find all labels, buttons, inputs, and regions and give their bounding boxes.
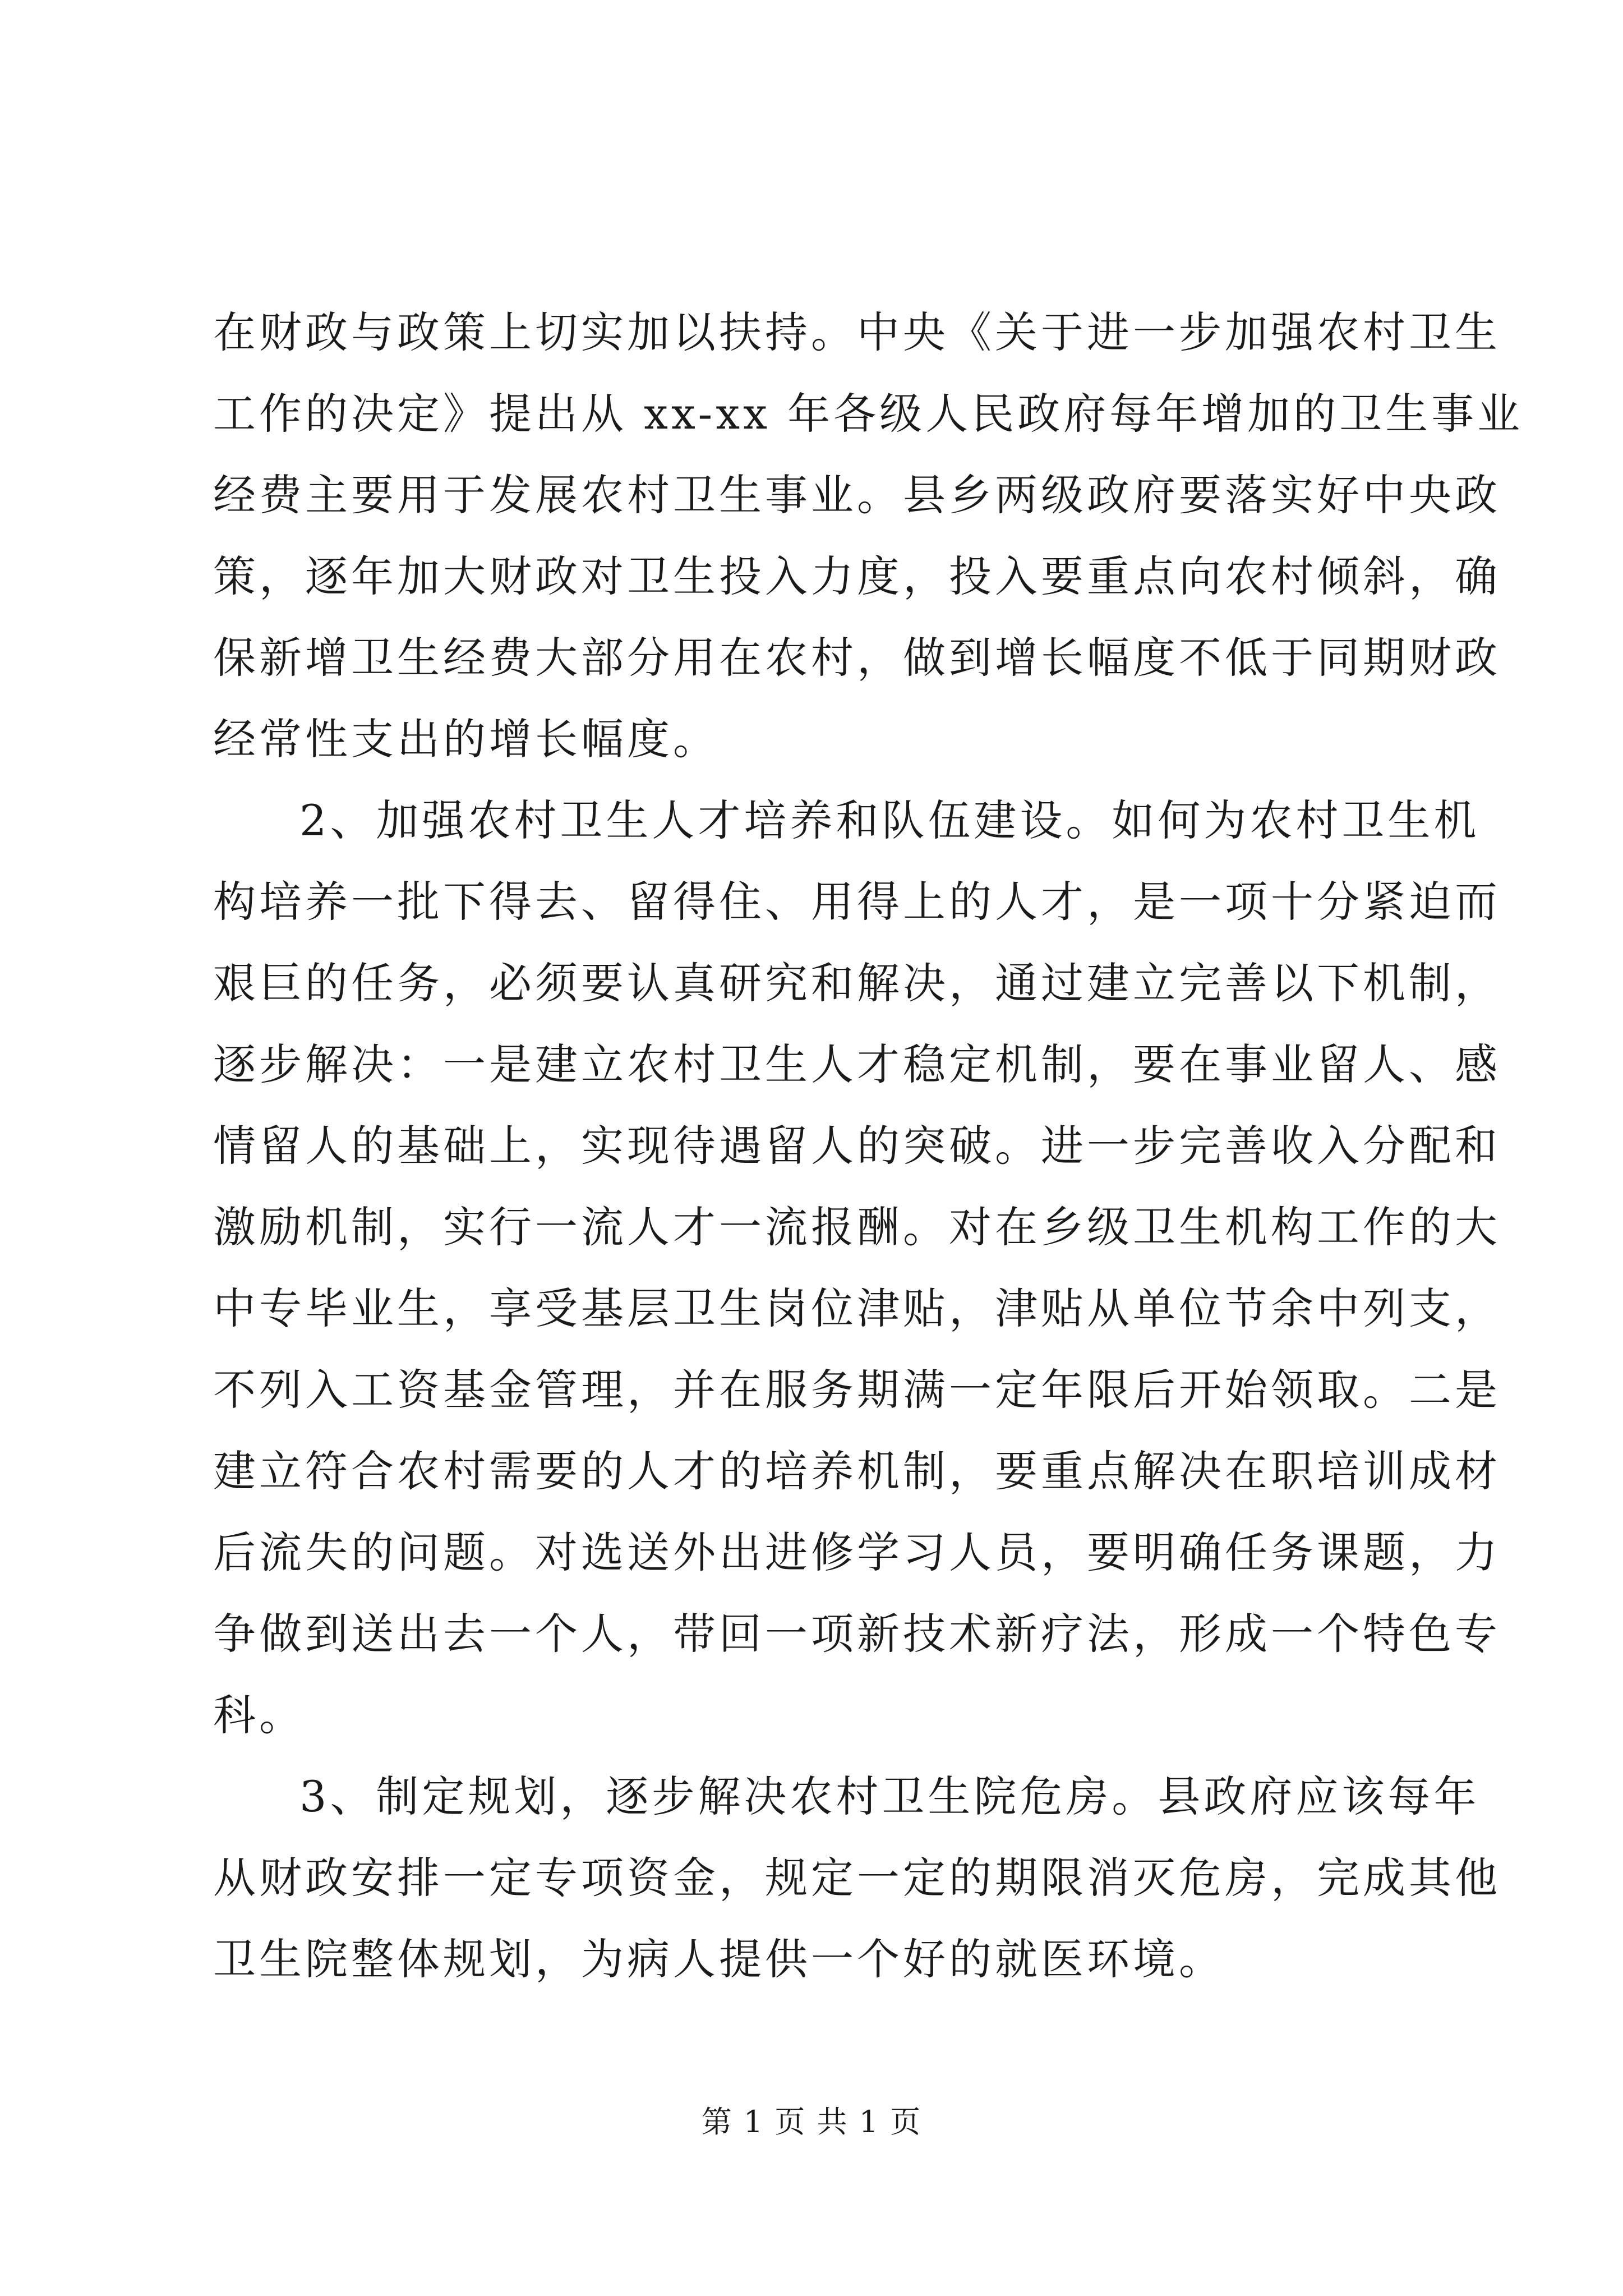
text-line: 在财政与政策上切实加以扶持。中央《关于进一步加强农村卫生 bbox=[213, 307, 1501, 357]
text-line: 科。 bbox=[213, 1690, 305, 1740]
text-line: 中专毕业生，享受基层卫生岗位津贴，津贴从单位节余中列支， bbox=[213, 1283, 1501, 1333]
text-line: 卫生院整体规划，为病人提供一个好的就医环境。 bbox=[213, 1934, 1225, 1984]
text-line: 从财政安排一定专项资金，规定一定的期限消灭危房，完成其他 bbox=[213, 1853, 1501, 1903]
text-line: 建立符合农村需要的人才的培养机制，要重点解决在职培训成材 bbox=[213, 1446, 1501, 1496]
text-line: 不列入工资基金管理，并在服务期满一定年限后开始领取。二是 bbox=[213, 1365, 1501, 1415]
text-line: 保新增卫生经费大部分用在农村，做到增长幅度不低于同期财政 bbox=[213, 633, 1501, 683]
text-line: 争做到送出去一个人，带回一项新技术新疗法，形成一个特色专 bbox=[213, 1609, 1501, 1659]
page-footer bbox=[0, 2098, 1623, 2141]
text-line: 情留人的基础上，实现待遇留人的突破。进一步完善收入分配和 bbox=[213, 1121, 1501, 1171]
paragraph-3 bbox=[213, 1756, 1501, 2000]
text-line: 后流失的问题。对选送外出进修学习人员，要明确任务课题，力 bbox=[213, 1527, 1501, 1577]
text-line: 经常性支出的增长幅度。 bbox=[213, 714, 719, 764]
text-line: 艰巨的任务，必须要认真研究和解决，通过建立完善以下机制， bbox=[213, 958, 1501, 1008]
page-number-label: 第 1 页 共 1 页 bbox=[701, 2104, 922, 2139]
text-line: 构培养一批下得去、留得住、用得上的人才，是一项十分紧迫而 bbox=[213, 877, 1501, 927]
text-line: 工作的决定》提出从 xx-xx 年各级人民政府每年增加的卫生事业 bbox=[213, 389, 1524, 439]
text-line: 经费主要用于发展农村卫生事业。县乡两级政府要落实好中央政 bbox=[213, 470, 1501, 520]
paragraph-1 bbox=[213, 292, 1524, 780]
text-line: 3、制定规划，逐步解决农村卫生院危房。县政府应该每年 bbox=[299, 1772, 1480, 1821]
text-line: 逐步解决：一是建立农村卫生人才稳定机制，要在事业留人、感 bbox=[213, 1039, 1501, 1089]
text-line: 策，逐年加大财政对卫生投入力度，投入要重点向农村倾斜，确 bbox=[213, 551, 1501, 601]
text-line: 2、加强农村卫生人才培养和队伍建设。如何为农村卫生机 bbox=[299, 795, 1480, 845]
paragraph-2 bbox=[213, 780, 1501, 1756]
text-line: 激励机制，实行一流人才一流报酬。对在乡级卫生机构工作的大 bbox=[213, 1202, 1501, 1252]
document-body bbox=[213, 292, 1524, 2000]
